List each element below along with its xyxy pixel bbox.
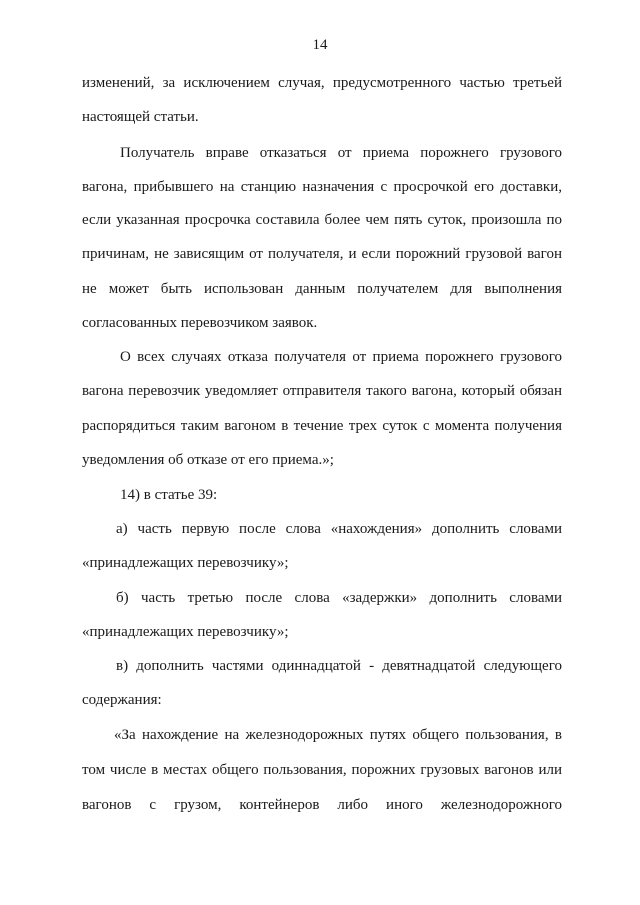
list-item: б) часть третью после слова «задержки» дополнить словами — [116, 590, 562, 606]
text-line: причинам, не зависящим от получателя, и если порожний грузовой вагон — [82, 246, 562, 262]
text-line: распорядиться таким вагоном в течение трех суток с момента получения — [82, 418, 562, 434]
paragraph-first-line: Получатель вправе отказаться от приема порожнего грузового — [120, 145, 562, 161]
text-line: «принадлежащих перевозчику»; — [82, 624, 289, 640]
text-line: вагонов с грузом, контейнеров либо иного железнодорожного — [82, 797, 562, 813]
text-line: изменений, за исключением случая, предусмотренного частью третьей — [82, 75, 562, 91]
text-line: «принадлежащих перевозчику»; — [82, 555, 289, 571]
list-item: а) часть первую после слова «нахождения» дополнить словами — [116, 521, 562, 537]
list-item: 14) в статье 39: — [120, 487, 218, 503]
list-item: в) дополнить частями одиннадцатой - девятнадцатой следующего — [116, 658, 562, 674]
text-line: том числе в местах общего пользования, порожних грузовых вагонов или — [82, 762, 562, 778]
text-line: вагона перевозчик уведомляет отправителя такого вагона, который обязан — [82, 383, 562, 399]
text-line: содержания: — [82, 692, 162, 708]
text-line: если указанная просрочка составила более чем пять суток, произошла по — [82, 212, 562, 228]
text-line: вагона, прибывшего на станцию назначения с просрочкой его доставки, — [82, 179, 562, 195]
text-line: настоящей статьи. — [82, 109, 199, 125]
text-line: уведомления об отказе от его приема.»; — [82, 452, 334, 468]
paragraph-first-line: О всех случаях отказа получателя от приема порожнего грузового — [120, 349, 562, 365]
page-number: 14 — [312, 37, 328, 53]
text-line: не может быть использован данным получателем для выполнения — [82, 281, 562, 297]
text-line: согласованных перевозчиком заявок. — [82, 315, 318, 331]
paragraph-first-line: «За нахождение на железнодорожных путях общего пользования, в — [114, 727, 562, 743]
